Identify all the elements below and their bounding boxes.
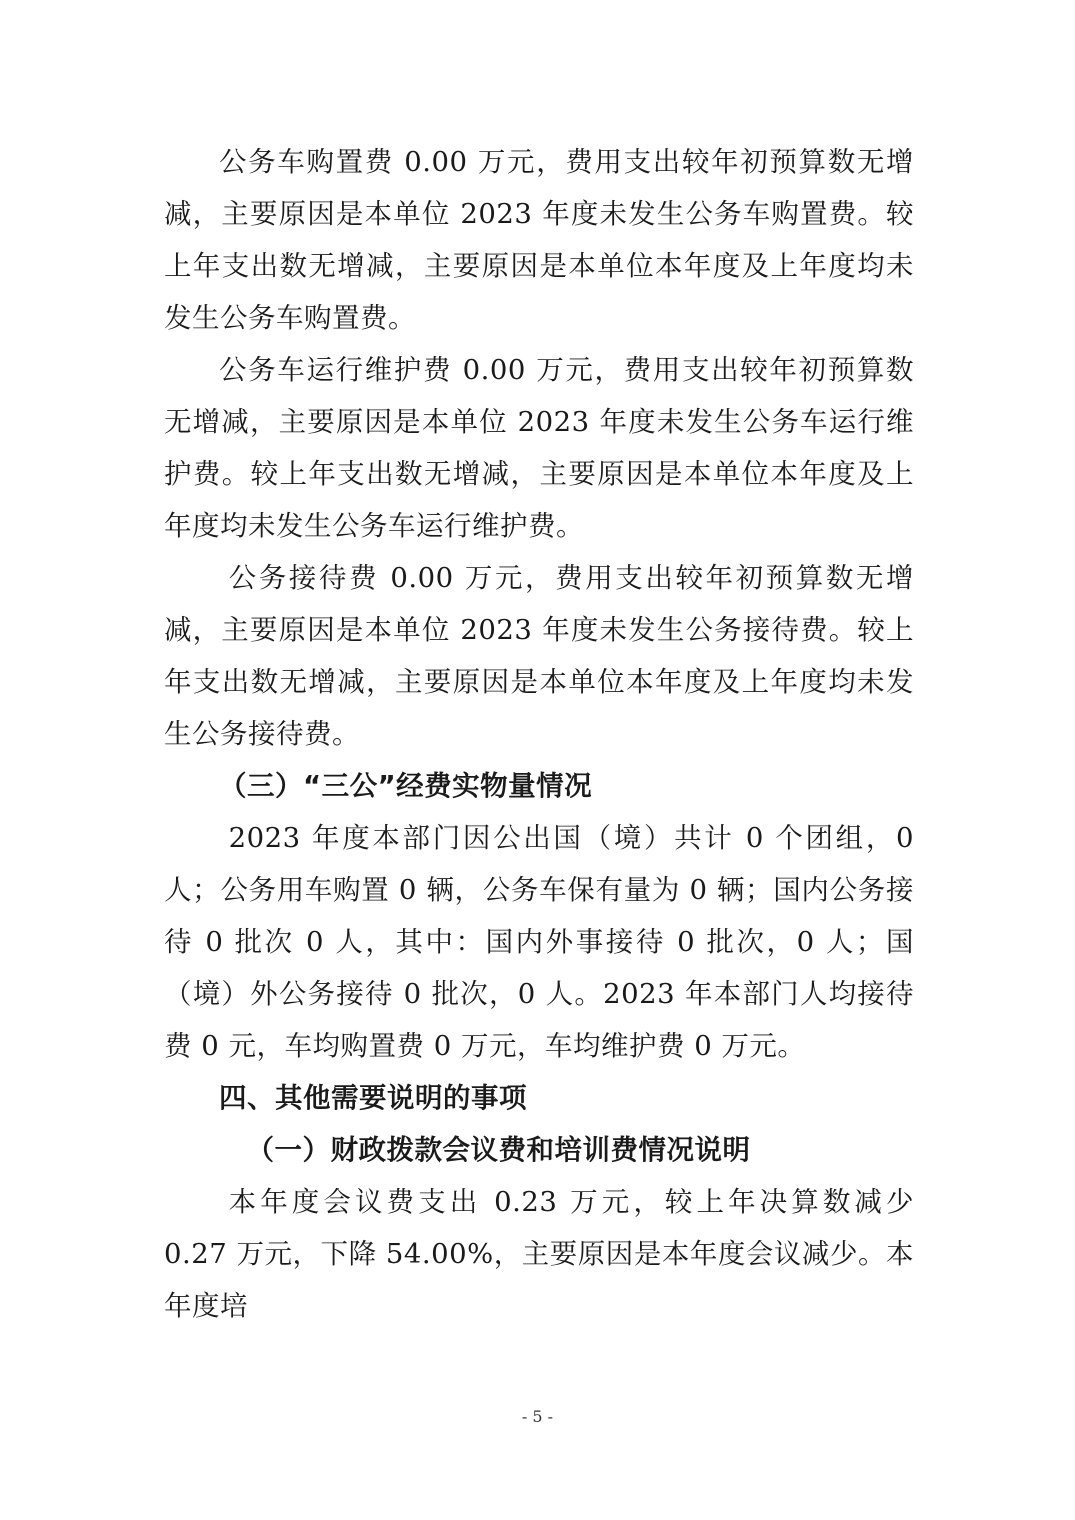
paragraph-car-purchase: 公务车购置费 0.00 万元，费用支出较年初预算数无增减，主要原因是本单位 2023 年度未发生公务车购置费。较上年支出数无增减，主要原因是本单位本年度及上年度均未发生公务车购置费。 — [164, 146, 914, 334]
heading-other-matters: 四、其他需要说明的事项 — [219, 1082, 527, 1114]
page-number: - 5 - — [521, 1407, 554, 1426]
paragraph-meeting-training: 本年度会议费支出 0.23 万元，较上年决算数减少 0.27 万元，下降 54.00%，主要原因是本年度会议减少。本年度培 — [164, 1186, 914, 1322]
paragraph-reception: 公务接待费 0.00 万元，费用支出较年初预算数无增减，主要原因是本单位 2023 年度未发生公务接待费。较上年支出数无增减，主要原因是本单位本年度及上年度均未发生公务接待费。 — [164, 562, 914, 750]
heading-three-public-quantity: （三）“三公”经费实物量情况 — [219, 770, 593, 802]
paragraph-car-maintenance: 公务车运行维护费 0.00 万元，费用支出较年初预算数无增减，主要原因是本单位 2023 年度未发生公务车运行维护费。较上年支出数无增减，主要原因是本单位本年度及上年度均未发生公务车运行维护费。 — [164, 354, 914, 542]
document-body — [164, 136, 914, 1332]
paragraph-physical-quantity: 2023 年度本部门因公出国（境）共计 0 个团组，0 人；公务用车购置 0 辆，公务车保有量为 0 辆；国内公务接待 0 批次 0 人，其中：国内外事接待 0 批次，0 人；国（境）外公务接待 0 批次，0 人。2023 年本部门人均接待费 0 元，车均购置费 0 万元，车均维护费 0 万元。 — [164, 822, 914, 1062]
heading-meeting-training: （一）财政拨款会议费和培训费情况说明 — [246, 1134, 751, 1166]
